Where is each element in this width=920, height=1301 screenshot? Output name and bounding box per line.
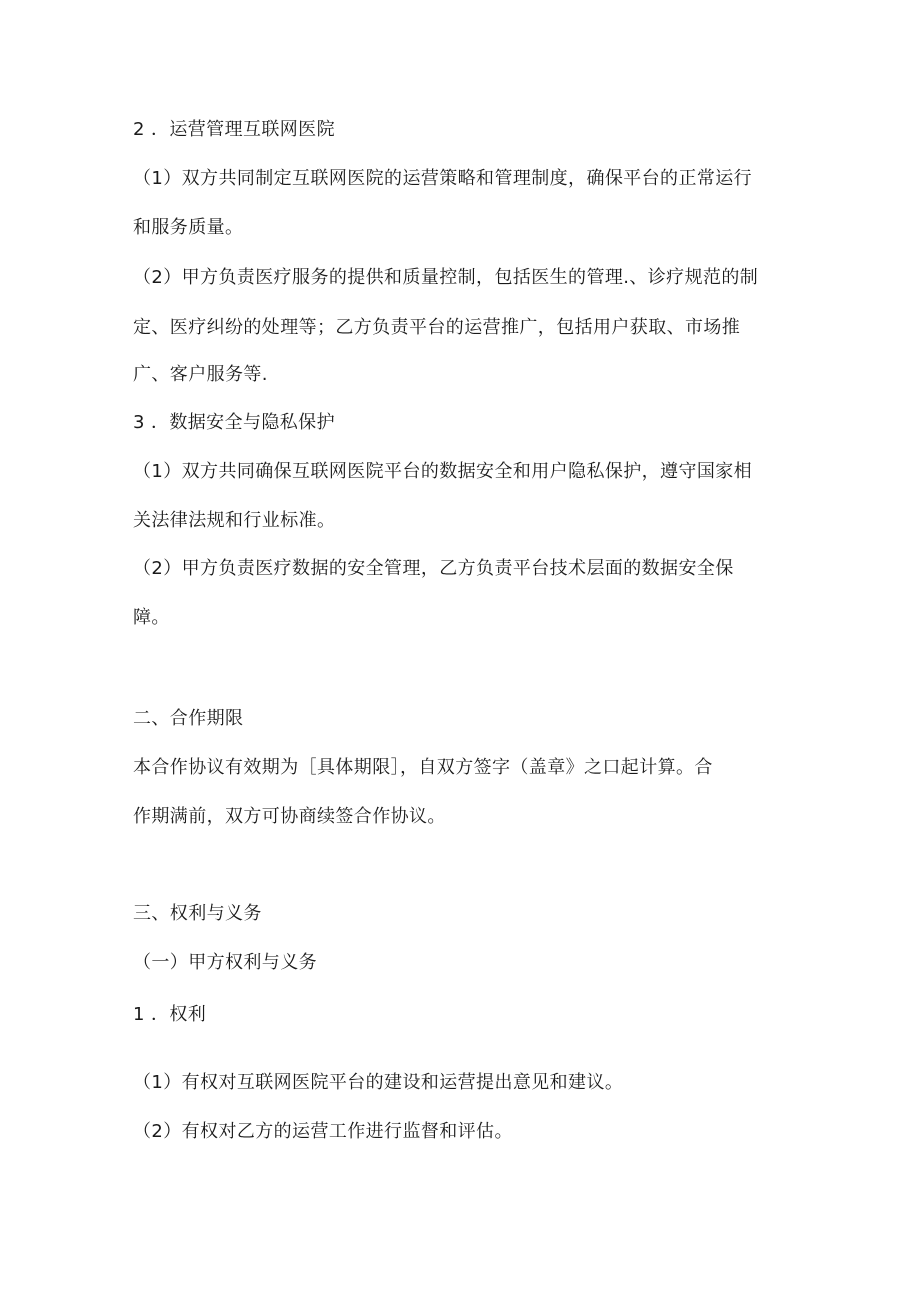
paragraph-line: （1）有权对互联网医院平台的建设和运营提出意见和建议。 — [133, 1072, 624, 1093]
section-heading-rights-obligations: 三、权利与义务 — [133, 903, 262, 924]
paragraph-line: 定、医疗纠纷的处理等；乙方负责平台的运营推广，包括用户获取、市场推 — [133, 317, 741, 338]
subsection-heading-rights: 1 ．权利 — [133, 1004, 207, 1025]
section-heading-3-data-security: 3 ．数据安全与隐私保护 — [133, 412, 335, 433]
paragraph-line: 广、客户服务等. — [133, 364, 268, 385]
paragraph-line: 关法律法规和行业标准。 — [133, 510, 336, 531]
section-heading-2-operations: 2 ．运营管理互联网医院 — [133, 119, 335, 140]
paragraph-line: （2）有权对乙方的运营工作进行监督和评估。 — [133, 1121, 513, 1142]
paragraph-line: 障。 — [133, 607, 170, 628]
paragraph-line: （2）甲方负责医疗服务的提供和质量控制，包括医生的管理.、诊疗规范的制 — [133, 267, 759, 288]
paragraph-line: （1）双方共同制定互联网医院的运营策略和管理制度，确保平台的正常运行 — [133, 168, 753, 189]
section-heading-cooperation-term: 二、合作期限 — [133, 708, 244, 729]
paragraph-line: （2）甲方负责医疗数据的安全管理，乙方负责平台技术层面的数据安全保 — [133, 558, 734, 579]
paragraph-line: （1）双方共同确保互联网医院平台的数据安全和用户隐私保护，遵守国家相 — [133, 461, 753, 482]
paragraph-line: 本合作协议有效期为［具体期限］，自双方签字（盖章》之口起计算。合 — [133, 757, 713, 778]
paragraph-line: 作期满前，双方可协商续签合作协议。 — [133, 806, 446, 827]
paragraph-line: 和服务质量。 — [133, 217, 244, 238]
subsection-heading-party-a: （一）甲方权利与义务 — [133, 952, 317, 973]
